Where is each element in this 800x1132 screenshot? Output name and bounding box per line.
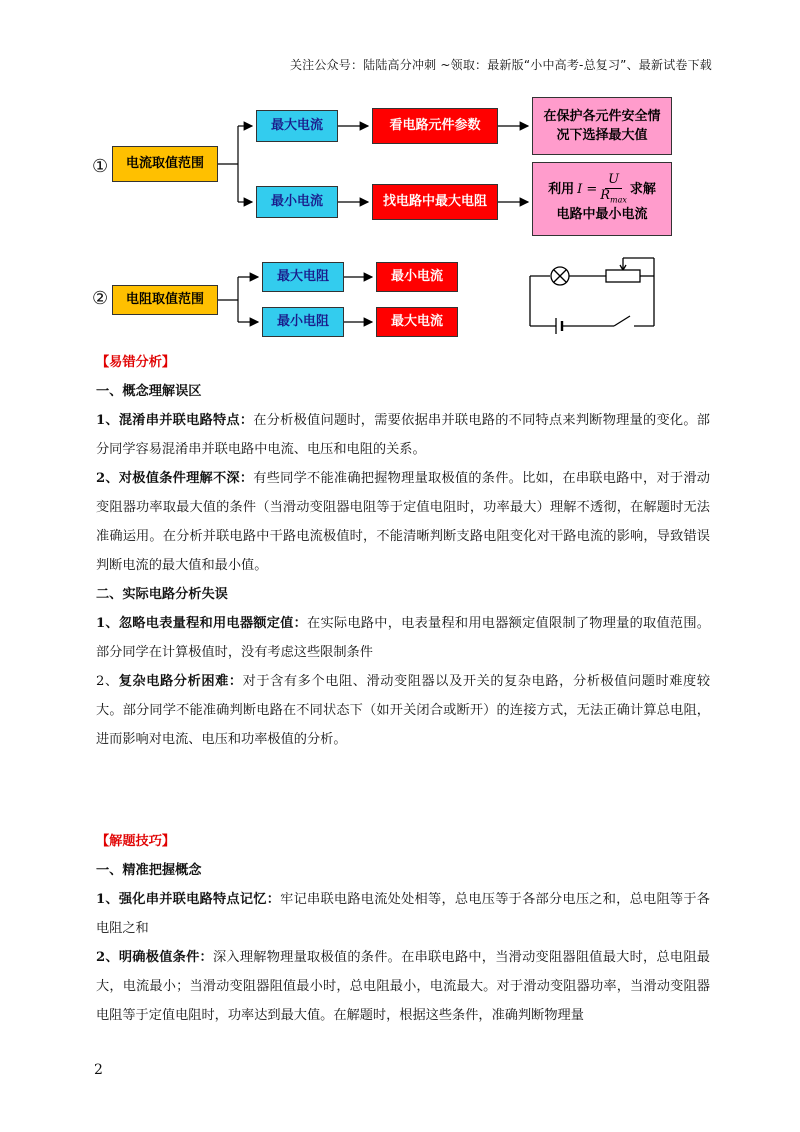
tips-para-2 — [96, 943, 710, 1030]
find-max-resistance-box: 找电路中最大电阻 — [372, 184, 498, 220]
select-max-box: 在保护各元件安全情况下选择最大值 — [532, 97, 672, 155]
resistance-range-box: 电阻取值范围 — [112, 285, 218, 315]
errors-p4-num: 2、 — [96, 674, 119, 689]
formula-den-sub: max — [610, 195, 627, 205]
min-resistance-box: 最小电阻 — [262, 307, 344, 337]
errors-para-1 — [96, 406, 710, 464]
tips-p1-body: 牢记串联电路电流处处相等，总电压等于各部分电压之和，总电阻等于各电阻之和 — [96, 892, 710, 936]
min-current-box: 最小电流 — [256, 186, 338, 218]
errors-heading-2: 二、实际电路分析失误 — [96, 587, 228, 602]
min-current-result-box: 最小电流 — [376, 262, 458, 292]
formula-den-r: R — [600, 187, 611, 203]
formula-line2: 电路中最小电流 — [556, 207, 648, 223]
check-params-box: 看电路元件参数 — [372, 108, 498, 144]
diagram1-number: ① — [92, 156, 109, 177]
errors-p2-body: 有些同学不能准确把握物理量取极值的条件。比如，在串联电路中，对于滑动变阻器功率取最大值的条件（当滑动变阻器电阻等于定值电阻时，功率最大）理解不透彻，在解题时无法准确运用。在分析并联电路中干路电流极值时，不能清晰判断支路电阻变化对干路电流的影响，导致错误判断电流的最大值和最小值。 — [96, 471, 710, 573]
page-number: 2 — [94, 1062, 103, 1078]
tips-p2-lead: 2、明确极值条件： — [96, 950, 213, 965]
tips-para-1 — [96, 885, 710, 943]
current-range-box: 电流取值范围 — [112, 146, 218, 182]
diagram2-number: ② — [92, 288, 109, 309]
tips-heading-1: 一、精准把握概念 — [96, 863, 202, 878]
min-current-formula-box — [532, 162, 672, 236]
errors-section — [96, 348, 710, 754]
errors-p1-body: 在分析极值问题时，需要依据串并联电路的不同特点来判断物理量的变化。部分同学容易混淆串并联电路中电流、电压和电阻的关系。 — [96, 413, 710, 457]
errors-p2-lead: 2、对极值条件理解不深： — [96, 471, 254, 486]
errors-tag: 【易错分析】 — [96, 355, 176, 370]
formula-denominator — [600, 189, 627, 205]
page-header: 关注公众号：陆陆高分冲刺 ~领取：最新版“小中高考-总复习”、最新试卷下载 — [289, 58, 712, 72]
formula-numerator: U — [605, 173, 622, 188]
formula-lhs: I = — [577, 181, 598, 197]
errors-heading-1: 一、概念理解误区 — [96, 384, 202, 399]
tips-section — [96, 827, 710, 1030]
tips-tag: 【解题技巧】 — [96, 834, 176, 849]
formula-line — [548, 173, 656, 205]
errors-para-2 — [96, 464, 710, 580]
tips-p2-body: 深入理解物理量取极值的条件。在串联电路中，当滑动变阻器阻值最大时，总电阻最大，电流最小；当滑动变阻器阻值最小时，总电阻最小，电流最大。对于滑动变阻器功率，当滑动变阻器电阻等于定值电阻时，功率达到最大值。在解题时，根据这些条件，准确判断物理量 — [96, 950, 710, 1023]
max-resistance-box: 最大电阻 — [262, 262, 344, 292]
errors-p3-body: 在实际电路中，电表量程和用电器额定值限制了物理量的取值范围。部分同学在计算极值时，没有考虑这些限制条件 — [96, 616, 710, 660]
errors-p4-lead: 复杂电路分析困难： — [118, 674, 243, 689]
formula-suffix: 求解 — [629, 181, 656, 197]
tips-p1-lead: 1、强化串并联电路特点记忆： — [96, 892, 281, 907]
errors-para-3 — [96, 609, 710, 667]
errors-p3-lead: 1、忽略电表量程和用电器额定值： — [96, 616, 308, 631]
max-current-box: 最大电流 — [256, 110, 338, 142]
errors-p4-body: 对于含有多个电阻、滑动变阻器以及开关的复杂电路，分析极值问题时难度较大。部分同学不能准确判断电路在不同状态下（如开关闭合或断开）的连接方式，无法正确计算总电阻，进而影响对电流、电压和功率极值的分析。 — [96, 674, 711, 747]
max-current-result-box: 最大电流 — [376, 307, 458, 337]
circuit-diagram — [522, 250, 662, 340]
formula-fraction — [600, 173, 627, 205]
errors-para-4 — [96, 667, 710, 754]
errors-p1-lead: 1、混淆串并联电路特点： — [96, 413, 254, 428]
formula-prefix: 利用 — [548, 181, 575, 197]
